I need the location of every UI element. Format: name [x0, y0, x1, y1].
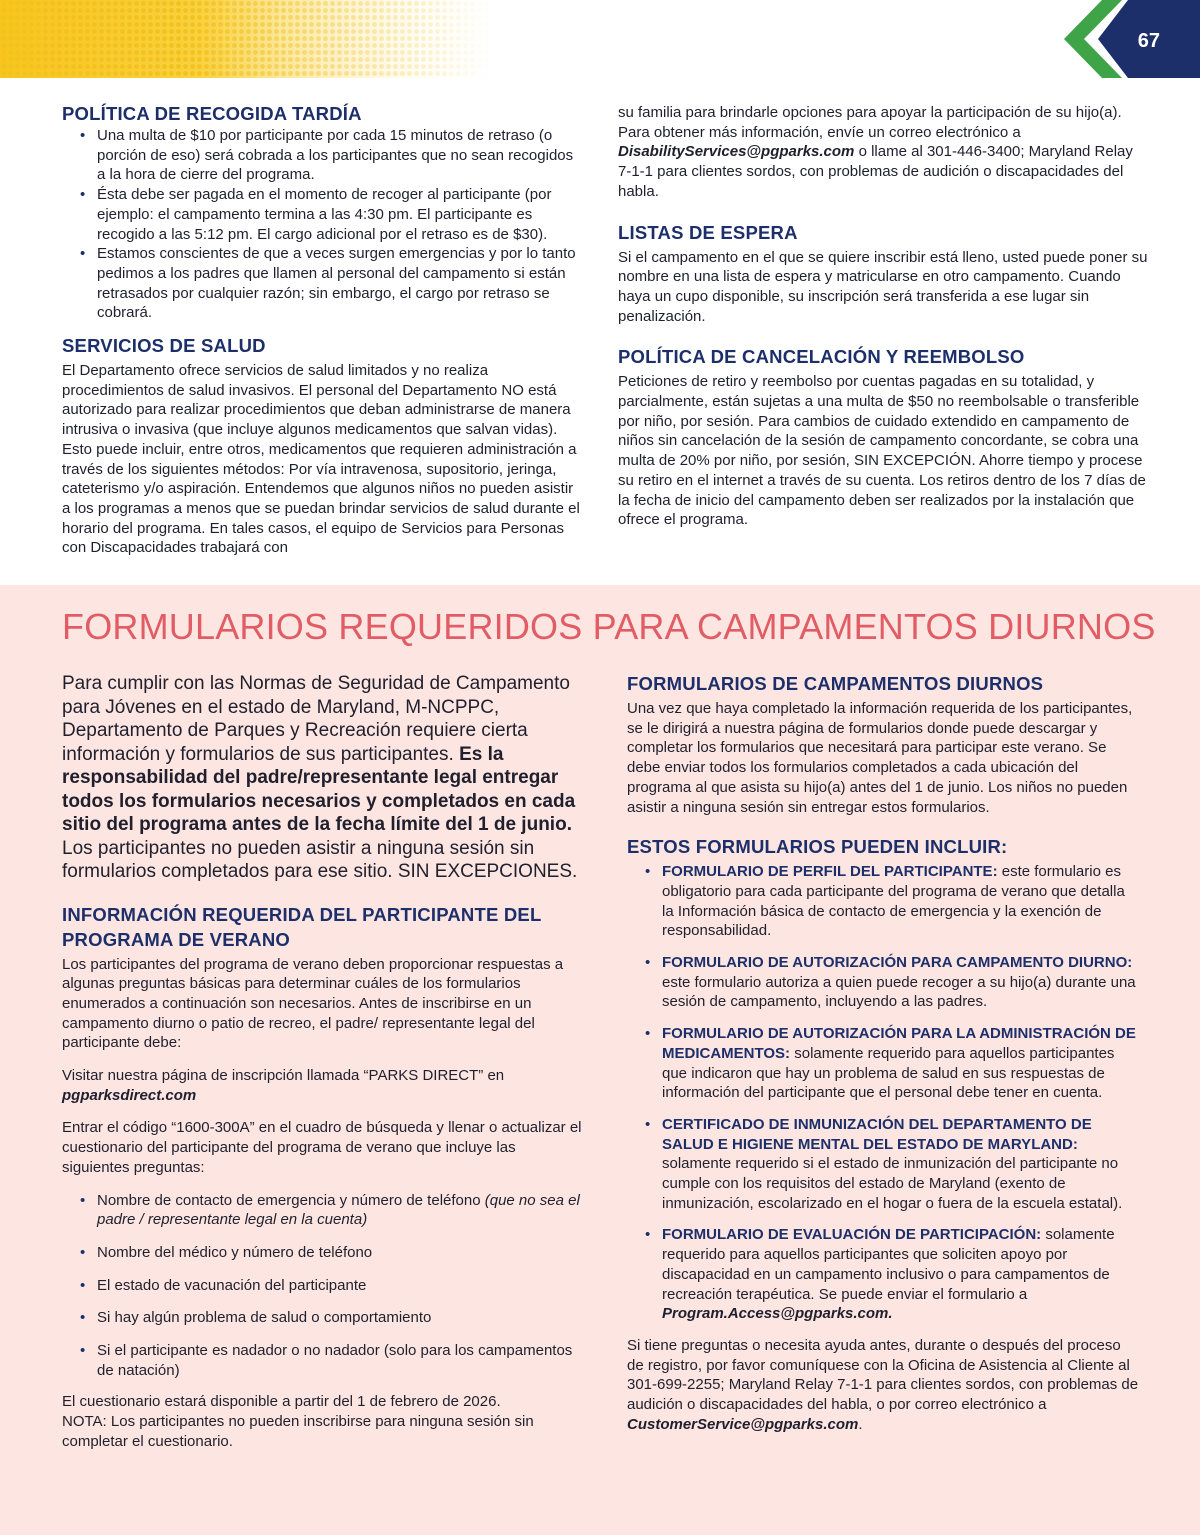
list-item: • Ésta debe ser pagada en el momento de recoger al participante (por ejemplo: el campamento termina a las 4:30 pm. El participante es recogido a las 5:12 pm. El cargo adicional por el retraso es de $30).	[97, 185, 582, 244]
form-label: FORMULARIO DE AUTORIZACIÓN PARA CAMPAMENTO DIURNO:	[662, 954, 1133, 972]
parks-direct-link[interactable]: pgparksdirect.com	[62, 1086, 197, 1104]
form-label: FORMULARIO DE PERFIL DEL PARTICIPANTE:	[662, 863, 998, 881]
forms-intro	[62, 672, 582, 884]
required-info-heading: INFORMACIÓN REQUERIDA DEL PARTICIPANTE DEL PROGRAMA DE VERANO	[62, 903, 542, 950]
health-continued	[618, 103, 1148, 202]
list-item: • El estado de vacunación del participante	[97, 1276, 582, 1296]
intro-text: Para cumplir con las Normas de Seguridad de Campamento para Jóvenes en el estado de Maryland, M-NCPPC, Departamento de Parques y Recreación requiere cierta información y formularios de sus participantes.	[62, 673, 570, 765]
form-description: solamente requerido para aquellos participantes que indicaron que hay un problema de salud en sus respuestas de información del participante que el personal debe tener en cuenta.	[662, 1044, 1115, 1102]
list-item: • Si hay algún problema de salud o comportamiento	[97, 1308, 582, 1328]
list-item	[662, 1024, 1139, 1103]
forms-list	[627, 862, 1139, 1324]
list-item	[662, 1225, 1139, 1324]
code-paragraph: Entrar el código “1600-300A” en el cuadro de búsqueda y llenar o actualizar el cuestionario del participante del programa de verano que incluye las siguientes preguntas:	[62, 1119, 582, 1176]
form-label: FORMULARIO DE EVALUACIÓN DE PARTICIPACIÓN:	[662, 1226, 1042, 1244]
health-body: El Departamento ofrece servicios de salud limitados y no realiza procedimientos de salud invasivos. El personal del Departamento NO está autorizado para realizar procedimientos que deban administrarse de manera intrusiva o invasiva (que incluye algunos medicamentos que salvan vidas). Esto puede incluir, entre otros, medicamentos que requieren administración a través de los siguientes métodos: Por vía intravenosa, supositorio, jeringa, cateterismo y/o aspiración. Entendemos que algunos niños no pueden asistir a los programas a menos que se puedan brindar servicios de salud durante el horario del programa. En tales casos, el equipo de Servicios para Personas con Discapacidades trabajará con	[62, 362, 580, 557]
forms-section-title: FORMULARIOS REQUERIDOS PARA CAMPAMENTOS DIURNOS	[62, 606, 1156, 647]
lower-right-column	[627, 673, 1139, 1435]
list-item	[97, 1191, 582, 1230]
list-item: • Nombre del médico y número de teléfono	[97, 1243, 582, 1263]
question-italic-text: (que no sea el padre / representante legal en la cuenta)	[97, 1191, 580, 1229]
chevron-badge-icon	[1040, 0, 1200, 78]
intro-bold-text: Es la responsabilidad del padre/representante legal entregar todos los formularios necesarios y completados en cada sitio del programa antes de la fecha límite del 1 de junio.	[62, 743, 576, 835]
form-description: solamente requerido para aquellos participantes que soliciten apoyo por discapacidad en un campamento inclusivo o para campamentos de recreación terapéutica. Se puede enviar el formulario a	[662, 1226, 1115, 1303]
form-label: CERTIFICADO DE INMUNIZACIÓN DEL DEPARTAMENTO DE SALUD E HIGIENE MENTAL DEL ESTADO DE MARYLAND:	[662, 1115, 1092, 1153]
lower-left-column	[62, 672, 582, 1452]
late-pickup-list	[62, 126, 582, 323]
day-camp-forms-heading: FORMULARIOS DE CAMPAMENTOS DIURNOS	[627, 673, 1044, 694]
list-item: • Una multa de $10 por participante por cada 15 minutos de retraso (o porción de eso) será cobrada a los participantes que no sean recogidos a la hora de cierre del programa.	[97, 126, 582, 185]
day-camp-forms-body: Una vez que haya completado la información requerida de los participantes, se le dirigirá a nuestra página de formularios donde puede descargar y completar los formularios que necesitará para participar este verano. Se debe enviar todos los formularios completados a cada ubicación del programa al que asista su hijo(a) antes del 1 de junio. Los niños no pueden asistir a ninguna sesión sin entregar estos formularios.	[627, 700, 1133, 816]
form-description: solamente requerido si el estado de inmunización del participante no cumple con los requisitos del estado de Maryland (exento de inmunización, escolarizado en el hogar o fuera de la escuela estatal).	[662, 1155, 1123, 1212]
health-heading: SERVICIOS DE SALUD	[62, 335, 266, 357]
header-band	[0, 0, 1200, 78]
contact-end: .	[858, 1415, 863, 1433]
questions-list	[62, 1191, 582, 1381]
refund-heading: POLÍTICA DE CANCELACIÓN Y REEMBOLSO	[618, 346, 1025, 368]
intro-text-b: Los participantes no pueden asistir a ninguna sesión sin formularios completados para ese sitio. SIN EXCEPCIONES.	[62, 837, 578, 882]
waitlist-body: Si el campamento en el que se quiere inscribir está lleno, usted puede poner su nombre en una lista de espera y matricularse en otro campamento. Cuando haya un cupo disponible, su inscripción será transferida a ese lugar sin penalización.	[618, 248, 1148, 325]
form-description: este formulario es obligatorio para cada participante del programa de verano que detalla la Información básica de contacto de emergencia y la exención de responsabilidad.	[662, 863, 1125, 940]
waitlist-heading: LISTAS DE ESPERA	[618, 221, 798, 243]
health-continued-text-b: o llame al 301-446-3400; Maryland Relay 7-1-1 para clientes sordos, con problemas de audición o discapacidades del habla.	[618, 143, 1133, 200]
visit-text: Visitar nuestra página de inscripción llamada “PARKS DIRECT” en	[62, 1067, 505, 1085]
list-item	[662, 953, 1139, 1012]
questionnaire-availability: El cuestionario estará disponible a partir del 1 de febrero de 2026.	[62, 1393, 501, 1411]
visit-paragraph	[62, 1066, 582, 1105]
questionnaire-note: NOTA: Los participantes no pueden inscribirse para ninguna sesión sin completar el cuestionario.	[62, 1413, 534, 1450]
form-description: este formulario autoriza a quien puede recoger a su hijo(a) durante una sesión de campamento, incluyendo a las padres.	[662, 973, 1136, 1011]
question-text: Nombre de contacto de emergencia y número de teléfono	[97, 1191, 485, 1209]
may-include-heading: ESTOS FORMULARIOS PUEDEN INCLUIR:	[627, 836, 1008, 858]
contact-text: Si tiene preguntas o necesita ayuda antes, durante o después del proceso de registro, por favor comuníquese con la Oficina de Asistencia al Cliente al 301-699-2255; Maryland Relay 7-1-1 para clientes sordos, con problemas de audición o discapacidades del habla, o por correo electrónico a	[627, 1336, 1139, 1414]
late-pickup-heading: POLÍTICA DE RECOGIDA TARDÍA	[62, 103, 362, 124]
required-info-body: Los participantes del programa de verano deben proporcionar respuestas a algunas preguntas básicas para determinar cuáles de los formularios enumerados a continuación son necesarios. Antes de inscribirse en un campamento diurno o patio de recreo, el padre/ representante legal del participante debe:	[62, 955, 564, 1052]
refund-body: Peticiones de retiro y reembolso por cuentas pagadas en su totalidad, y parcialmente, están sujetas a una multa de $50 no reembolsable o transferible por niño, por sesión. Para cambios de cuidado extendido en campamento de niños sin cancelación de la sesión de campamento concordante, se cobra una multa de 20% por niño, por sesión, SIN EXCEPCIÓN. Ahorre tiempo y procese su retiro en el internet a través de su cuenta. Los retiros dentro de los 7 días de la fecha de inicio del campamento deben ser realizados por la instalación que ofrece el programa.	[618, 373, 1146, 529]
list-item	[662, 1115, 1139, 1214]
list-item	[662, 862, 1139, 941]
list-item: • Estamos conscientes de que a veces surgen emergencias y por lo tanto pedimos a los padres que llamen al personal del campamento si están retrasados por cualquier razón; sin embargo, el cargo por retraso se cobrará.	[97, 244, 582, 323]
page-number: 67	[1137, 30, 1160, 52]
upper-right-column	[618, 103, 1148, 530]
disability-email-link[interactable]: DisabilityServices@pgparks.com	[618, 143, 855, 161]
yellow-halftone-decoration	[0, 0, 490, 78]
program-access-email-link[interactable]: Program.Access@pgparks.com.	[662, 1305, 893, 1323]
list-item: • Si el participante es nadador o no nadador (solo para los campamentos de natación)	[97, 1341, 582, 1380]
contact-paragraph	[627, 1336, 1139, 1435]
customer-service-email-link[interactable]: CustomerService@pgparks.com	[627, 1415, 859, 1433]
form-label: FORMULARIO DE AUTORIZACIÓN PARA LA ADMINISTRACIÓN DE MEDICAMENTOS:	[662, 1025, 1136, 1062]
upper-left-column	[62, 103, 582, 558]
health-continued-text: su familia para brindarle opciones para apoyar la participación de su hijo(a). Para obtener más información, envíe un correo electrónico a	[618, 104, 1122, 141]
